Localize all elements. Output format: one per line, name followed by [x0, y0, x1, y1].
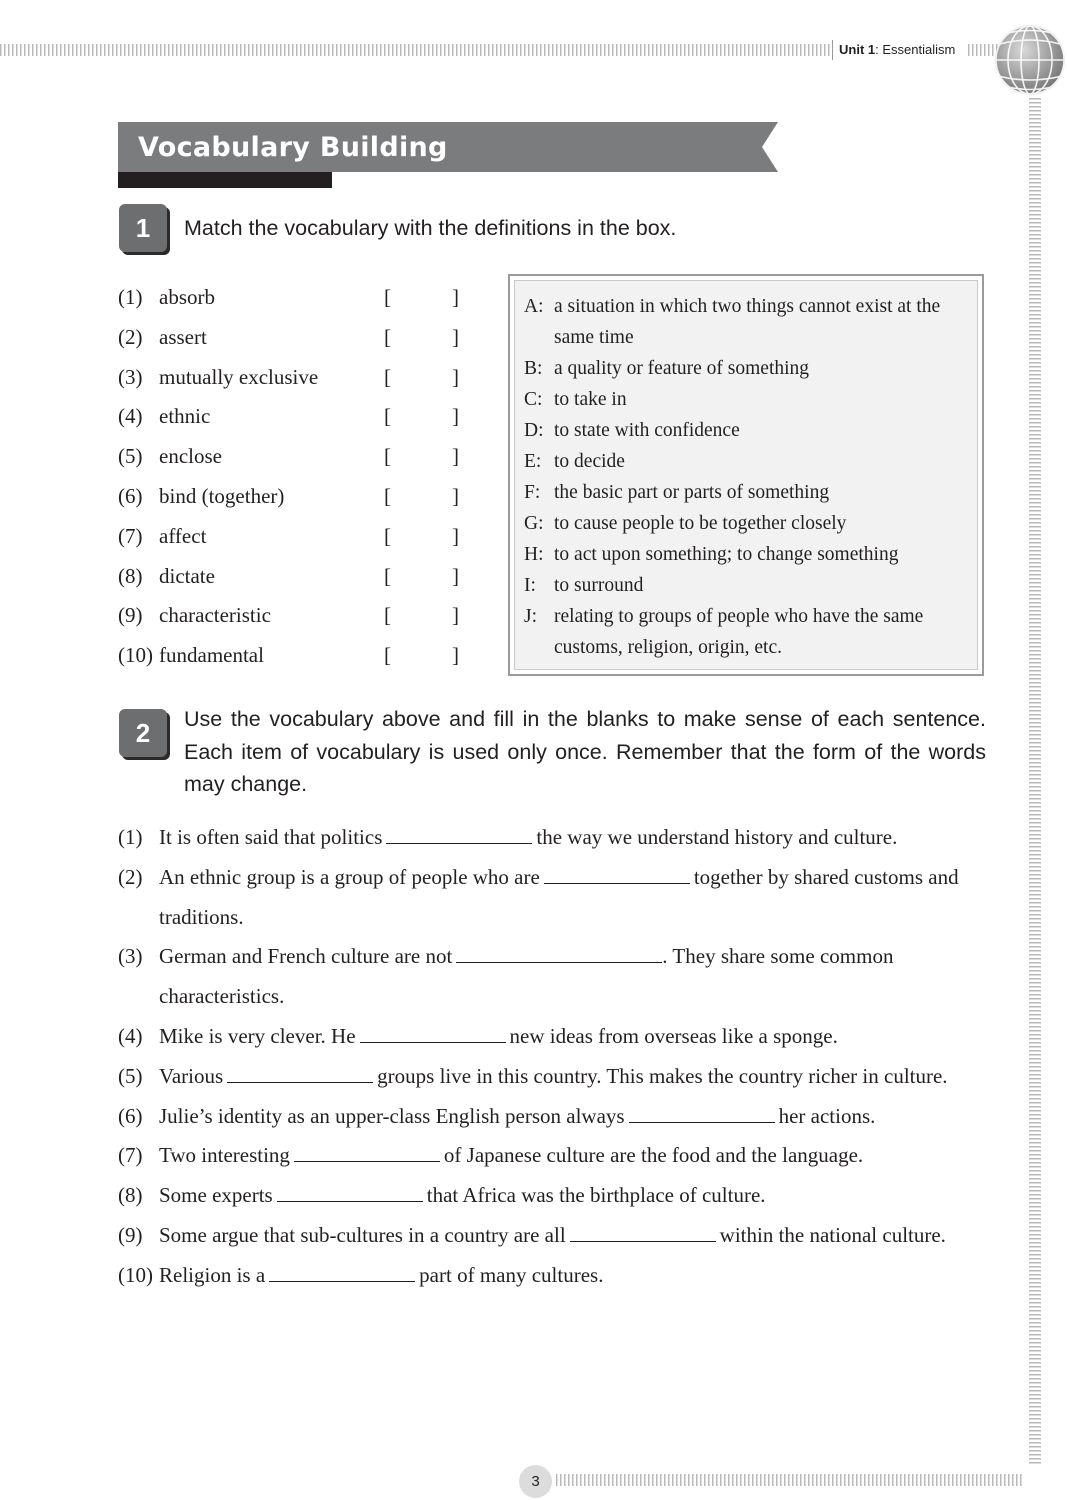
vocab-word: mutually exclusive — [159, 364, 319, 389]
sentence-after: part of many cultures. — [419, 1262, 604, 1287]
sentence-number: (10) — [118, 1262, 153, 1287]
exercise-1-number: 1 — [119, 204, 167, 252]
answer-bracket-open: [ — [384, 643, 391, 668]
sentence-item — [118, 1017, 988, 1057]
definition-text: relating to groups of people who have the same customs, religion, origin, etc. — [554, 606, 924, 658]
definition-text: a situation in which two things cannot exist at the same time — [554, 296, 941, 348]
sentence-before: Two interesting — [159, 1143, 290, 1168]
definition — [524, 291, 974, 353]
answer-bracket-close: ] — [452, 444, 459, 469]
definition — [524, 477, 974, 508]
sentence-before: German and French culture are not — [159, 944, 453, 969]
definition-letter: I: — [524, 575, 536, 596]
answer-blank[interactable] — [386, 821, 532, 844]
exercise-2-instruction: Use the vocabulary above and fill in the blanks to make sense of each sentence. Each item of vocabulary is used only once. Remember that the form of the words may change. — [184, 707, 986, 796]
side-tick-ruler — [1029, 98, 1041, 1464]
sentence-item — [118, 1216, 988, 1256]
section-banner — [118, 122, 780, 190]
header-tick-ruler — [0, 44, 830, 56]
vocab-number: (4) — [118, 404, 143, 429]
sentence-number: (8) — [118, 1183, 143, 1208]
unit-separator: : — [875, 42, 883, 57]
sentence-before: Mike is very clever. He — [159, 1023, 356, 1048]
definition — [524, 601, 974, 663]
answer-blank[interactable] — [360, 1020, 506, 1043]
sentence-after: new ideas from overseas like a sponge. — [509, 1023, 838, 1048]
section-title: Vocabulary Building — [138, 132, 448, 163]
vocab-number: (7) — [118, 523, 143, 548]
sentence-before: Religion is a — [159, 1262, 266, 1287]
sentence-number: (9) — [118, 1222, 143, 1247]
unit-number: Unit 1 — [839, 42, 876, 57]
sentence-item — [118, 1057, 988, 1097]
vocab-item — [118, 561, 478, 601]
answer-bracket-close: ] — [452, 324, 459, 349]
vocab-word: absorb — [159, 285, 215, 309]
sentence-after: that Africa was the birthplace of culture. — [426, 1183, 766, 1208]
definition — [524, 353, 974, 384]
unit-label — [832, 40, 961, 60]
vocab-word: enclose — [159, 444, 222, 469]
answer-bracket-open: [ — [384, 285, 391, 309]
definition — [524, 539, 974, 570]
sentence-before: Julie’s identity as an upper-class English person always — [159, 1103, 625, 1128]
answer-bracket-close: ] — [452, 563, 459, 588]
vocab-number: (6) — [118, 483, 143, 508]
sentence-after: of Japanese culture are the food and the language. — [443, 1143, 864, 1168]
vocab-word: affect — [159, 523, 207, 548]
vocabulary-list — [118, 282, 478, 680]
vocab-item — [118, 401, 478, 441]
footer-tick-ruler — [556, 1474, 1024, 1486]
answer-blank[interactable] — [629, 1100, 775, 1123]
vocab-number: (9) — [118, 603, 143, 628]
sentence-after: together by shared customs and traditions. — [159, 864, 959, 929]
sentence-number: (7) — [118, 1143, 143, 1168]
sentence-after: groups live in this country. This makes the country richer in culture. — [377, 1063, 948, 1088]
definition-letter: H: — [524, 544, 544, 565]
exercise-2-number: 2 — [119, 709, 167, 757]
answer-bracket-open: [ — [384, 523, 391, 548]
definition-text: a quality or feature of something — [554, 358, 810, 379]
answer-bracket-open: [ — [384, 324, 391, 349]
answer-bracket-open: [ — [384, 404, 391, 429]
definition-letter: J: — [524, 606, 538, 627]
answer-bracket-open: [ — [384, 603, 391, 628]
sentence-item — [118, 818, 988, 858]
sentence-before: Various — [159, 1063, 224, 1088]
definition-text: to act upon something; to change something — [554, 544, 899, 565]
page-number: 3 — [519, 1465, 552, 1498]
vocab-item — [118, 521, 478, 561]
answer-bracket-close: ] — [452, 285, 459, 309]
definition-letter: A: — [524, 296, 544, 317]
answer-blank[interactable] — [294, 1139, 440, 1162]
definition-letter: B: — [524, 358, 543, 379]
definitions-list — [524, 291, 974, 663]
sentence-item — [118, 937, 988, 1017]
vocab-item — [118, 282, 478, 322]
sentence-before: It is often said that politics — [159, 825, 383, 849]
definition-text: to decide — [554, 451, 625, 472]
sentence-item — [118, 1136, 988, 1176]
sentence-item — [118, 1097, 988, 1137]
definition — [524, 446, 974, 477]
sentence-after: her actions. — [778, 1103, 876, 1128]
vocab-number: (8) — [118, 563, 143, 588]
vocab-item — [118, 441, 478, 481]
definition-text: to state with confidence — [554, 420, 740, 441]
answer-bracket-open: [ — [384, 444, 391, 469]
sentence-item — [118, 1176, 988, 1216]
sentence-before: An ethnic group is a group of people who are — [159, 864, 540, 889]
unit-title: Essentialism — [882, 42, 956, 57]
sentence-before: Some experts — [159, 1183, 273, 1208]
sentence-number: (2) — [118, 864, 143, 889]
definition-letter: C: — [524, 389, 543, 410]
answer-blank[interactable] — [269, 1259, 415, 1282]
definition-letter: F: — [524, 482, 541, 503]
vocab-word: fundamental — [159, 643, 264, 668]
sentence-number: (6) — [118, 1103, 143, 1128]
vocab-item — [118, 322, 478, 362]
answer-blank[interactable] — [570, 1219, 716, 1242]
answer-bracket-close: ] — [452, 643, 459, 668]
definition-text: to cause people to be together closely — [554, 513, 847, 534]
answer-bracket-close: ] — [452, 523, 459, 548]
sentence-after: . They share some common characteristics. — [159, 944, 894, 1009]
answer-bracket-close: ] — [452, 404, 459, 429]
vocab-number: (2) — [118, 324, 143, 349]
definition — [524, 415, 974, 446]
definition-letter: G: — [524, 513, 544, 534]
vocab-number: (10) — [118, 643, 153, 668]
definitions-box — [508, 274, 984, 676]
answer-bracket-open: [ — [384, 563, 391, 588]
answer-bracket-close: ] — [452, 364, 459, 389]
sentence-list — [118, 818, 988, 1296]
sentence-item — [118, 858, 988, 938]
answer-blank[interactable] — [227, 1060, 373, 1083]
definition-letter: D: — [524, 420, 544, 441]
exercise-1-instruction: Match the vocabulary with the definitions in the box. — [184, 216, 677, 240]
definition — [524, 508, 974, 539]
vocab-word: assert — [159, 324, 207, 349]
vocab-item — [118, 362, 478, 402]
vocab-word: ethnic — [159, 404, 211, 429]
vocab-number: (5) — [118, 444, 143, 469]
answer-bracket-open: [ — [384, 364, 391, 389]
sentence-before: Some argue that sub-cultures in a country are all — [159, 1222, 566, 1247]
vocab-word: characteristic — [159, 603, 271, 628]
answer-blank[interactable] — [277, 1179, 423, 1202]
answer-blank[interactable] — [456, 940, 662, 963]
definition-letter: E: — [524, 451, 542, 472]
vocab-item — [118, 481, 478, 521]
definition — [524, 384, 974, 415]
vocab-word: dictate — [159, 563, 215, 588]
vocab-number: (3) — [118, 364, 143, 389]
definition-text: to take in — [554, 389, 627, 410]
sentence-number: (1) — [118, 825, 143, 849]
vocab-number: (1) — [118, 285, 143, 309]
sentence-after: within the national culture. — [719, 1222, 946, 1247]
sentence-item — [118, 1256, 988, 1296]
answer-bracket-close: ] — [452, 483, 459, 508]
vocab-word: bind (together) — [159, 483, 285, 508]
definition-text: the basic part or parts of something — [554, 482, 830, 503]
globe-icon — [994, 24, 1066, 96]
sentence-after: the way we understand history and culture. — [536, 825, 898, 849]
answer-blank[interactable] — [544, 861, 690, 884]
vocab-item — [118, 640, 478, 680]
definition-text: to surround — [554, 575, 644, 596]
sentence-number: (3) — [118, 944, 143, 969]
definition — [524, 570, 974, 601]
vocab-item — [118, 600, 478, 640]
answer-bracket-open: [ — [384, 483, 391, 508]
sentence-number: (4) — [118, 1023, 143, 1048]
sentence-number: (5) — [118, 1063, 143, 1088]
answer-bracket-close: ] — [452, 603, 459, 628]
